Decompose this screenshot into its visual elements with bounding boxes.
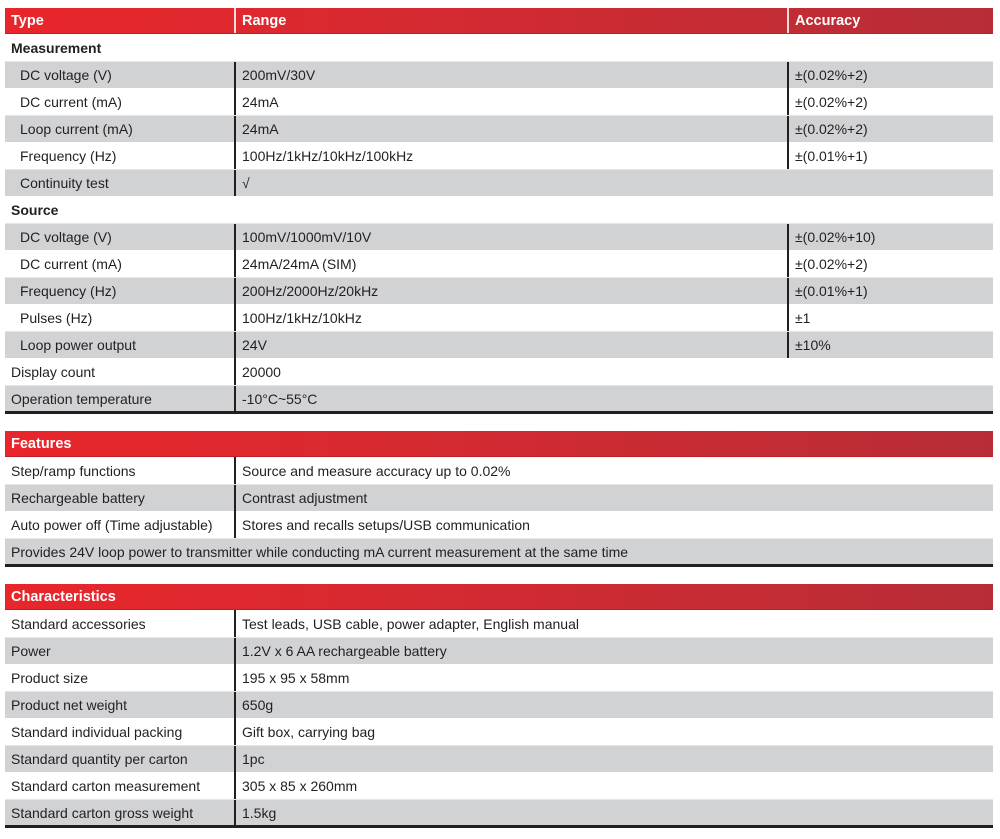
accuracy-cell: ±10% — [787, 332, 993, 358]
table-row — [5, 169, 993, 196]
label-cell: Product net weight — [11, 697, 127, 713]
table-row — [5, 799, 993, 828]
value-cell: Gift box, carrying bag — [234, 718, 993, 745]
value-cell: 1.5kg — [234, 800, 993, 825]
range-cell: -10°C~55°C — [234, 386, 993, 411]
spec-table-header — [5, 8, 993, 34]
characteristics-header — [5, 584, 993, 610]
feature-cell: Rechargeable battery — [11, 490, 145, 506]
characteristics-table — [5, 584, 993, 828]
label-cell: Product size — [11, 669, 89, 686]
table-row — [5, 772, 993, 799]
table-row — [5, 637, 993, 664]
label-cell: Standard carton measurement — [11, 777, 201, 794]
type-cell: Display count — [11, 363, 96, 380]
value-cell: 1pc — [234, 746, 993, 772]
feature-cell: Auto power off (Time adjustable) — [11, 516, 213, 533]
accuracy-cell: ±(0.02%+2) — [787, 250, 993, 277]
range-cell: 24mA — [234, 116, 787, 142]
table-row — [5, 511, 993, 538]
section-title: Source — [11, 201, 59, 218]
range-cell: 24mA/24mA (SIM) — [234, 250, 787, 277]
label-cell: Standard carton gross weight — [11, 804, 194, 821]
table-row — [5, 250, 993, 277]
table-row — [5, 610, 993, 637]
range-cell: 24mA — [234, 88, 787, 115]
range-cell: 200mV/30V — [234, 62, 787, 88]
value-cell: 305 x 85 x 260mm — [234, 772, 993, 799]
features-title: Features — [11, 435, 72, 452]
type-cell: Continuity test — [20, 175, 109, 191]
value-cell: 650g — [234, 692, 993, 718]
table-row — [5, 385, 993, 414]
type-cell: Operation temperature — [11, 390, 152, 407]
type-cell: DC voltage (V) — [20, 67, 112, 83]
table-row — [5, 457, 993, 484]
table-row — [5, 358, 993, 385]
table-row — [5, 664, 993, 691]
table-row — [5, 88, 993, 115]
spec-table — [5, 8, 993, 414]
range-cell: 100mV/1000mV/10V — [234, 224, 787, 250]
header-type: Type — [11, 12, 44, 29]
table-row — [5, 115, 993, 142]
accuracy-cell: ±1 — [787, 304, 993, 331]
type-cell: DC current (mA) — [20, 255, 122, 272]
table-row — [5, 484, 993, 511]
accuracy-cell: ±(0.02%+2) — [787, 116, 993, 142]
features-table — [5, 431, 993, 567]
type-cell: Loop current (mA) — [20, 121, 133, 137]
section-title: Measurement — [11, 39, 102, 56]
feature-cell: Stores and recalls setups/USB communication — [234, 511, 993, 538]
label-cell: Power — [11, 643, 51, 659]
range-cell: 24V — [234, 332, 787, 358]
type-cell: Frequency (Hz) — [20, 147, 117, 164]
type-cell: DC voltage (V) — [20, 229, 112, 245]
type-cell: Frequency (Hz) — [20, 283, 117, 299]
table-row — [5, 142, 993, 169]
table-row — [5, 277, 993, 304]
header-range: Range — [234, 8, 787, 33]
accuracy-cell: ±(0.02%+2) — [787, 88, 993, 115]
label-cell: Standard quantity per carton — [11, 751, 188, 767]
table-row — [5, 691, 993, 718]
value-cell: 1.2V x 6 AA rechargeable battery — [234, 638, 993, 664]
section-source — [5, 196, 993, 223]
table-row — [5, 718, 993, 745]
feature-cell: Provides 24V loop power to transmitter while conducting mA current measurement at the same time — [11, 543, 629, 560]
type-cell: Pulses (Hz) — [20, 309, 93, 326]
characteristics-title: Characteristics — [11, 588, 116, 605]
range-cell: 100Hz/1kHz/10kHz — [234, 304, 787, 331]
range-cell: 100Hz/1kHz/10kHz/100kHz — [234, 142, 787, 169]
table-row — [5, 223, 993, 250]
header-accuracy: Accuracy — [787, 8, 993, 33]
table-row — [5, 538, 993, 567]
range-cell: 20000 — [234, 358, 993, 385]
table-row — [5, 61, 993, 88]
accuracy-cell: ±(0.01%+1) — [787, 142, 993, 169]
value-cell: Test leads, USB cable, power adapter, English manual — [234, 610, 993, 637]
range-cell: 200Hz/2000Hz/20kHz — [234, 278, 787, 304]
section-measurement — [5, 34, 993, 61]
table-row — [5, 304, 993, 331]
value-cell: 195 x 95 x 58mm — [234, 664, 993, 691]
feature-cell: Contrast adjustment — [234, 485, 993, 511]
accuracy-cell: ±(0.02%+10) — [787, 224, 993, 250]
range-cell: √ — [234, 170, 993, 196]
type-cell: DC current (mA) — [20, 93, 122, 110]
table-row — [5, 745, 993, 772]
features-header — [5, 431, 993, 457]
label-cell: Standard individual packing — [11, 723, 183, 740]
type-cell: Loop power output — [20, 337, 136, 353]
table-row — [5, 331, 993, 358]
label-cell: Standard accessories — [11, 615, 146, 632]
feature-cell: Source and measure accuracy up to 0.02% — [234, 457, 993, 484]
accuracy-cell: ±(0.02%+2) — [787, 62, 993, 88]
feature-cell: Step/ramp functions — [11, 462, 136, 479]
accuracy-cell: ±(0.01%+1) — [787, 278, 993, 304]
